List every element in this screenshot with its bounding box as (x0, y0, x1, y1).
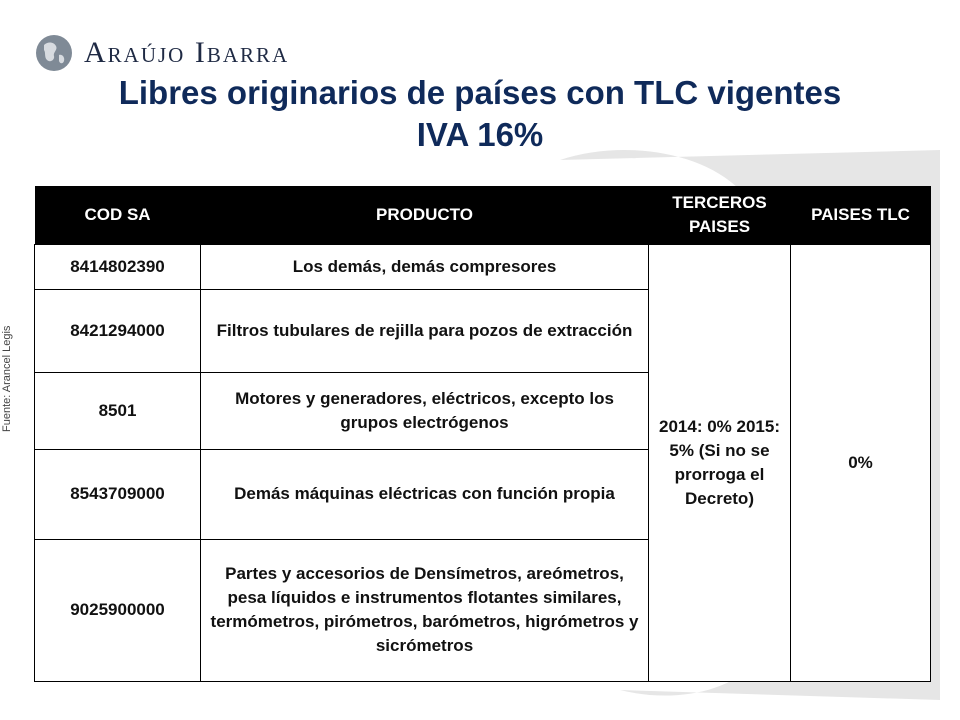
title-line-1: Libres originarios de países con TLC vigentes (118, 74, 842, 111)
header-cod-sa: COD SA (35, 186, 201, 244)
cell-cod: 9025900000 (35, 539, 201, 681)
header-producto: PRODUCTO (201, 186, 649, 244)
table-row (35, 244, 931, 289)
header-paises-tlc: PAISES TLC (791, 186, 931, 244)
table-header-row (35, 186, 931, 244)
title-line-2: IVA 16% (416, 116, 544, 153)
header-terceros-paises: TERCEROS PAISES (649, 186, 791, 244)
cell-tlc-value: 0% (791, 244, 931, 681)
cell-producto: Demás máquinas eléctricas con función propia (201, 449, 649, 539)
cell-producto: Motores y generadores, eléctricos, excepto los grupos electrógenos (201, 372, 649, 449)
cell-cod: 8543709000 (35, 449, 201, 539)
cell-cod: 8421294000 (35, 289, 201, 372)
cell-cod: 8414802390 (35, 244, 201, 289)
source-note: Fuente: Arancel Legis (1, 325, 13, 432)
tariff-table (34, 186, 931, 682)
globe-logo-icon (34, 33, 74, 73)
page-title (0, 72, 960, 156)
cell-producto: Los demás, demás compresores (201, 244, 649, 289)
cell-terceros-value: 2014: 0% 2015: 5% (Si no se prorroga el Decreto) (649, 244, 791, 681)
cell-producto: Partes y accesorios de Densímetros, areómetros, pesa líquidos e instrumentos flotantes similares, termómetros, pirómetros, barómetros, higrómetros y sicrómetros (201, 539, 649, 681)
logo (34, 28, 289, 78)
logo-text: Araújo Ibarra (84, 36, 290, 69)
cell-producto: Filtros tubulares de rejilla para pozos de extracción (201, 289, 649, 372)
cell-cod: 8501 (35, 372, 201, 449)
